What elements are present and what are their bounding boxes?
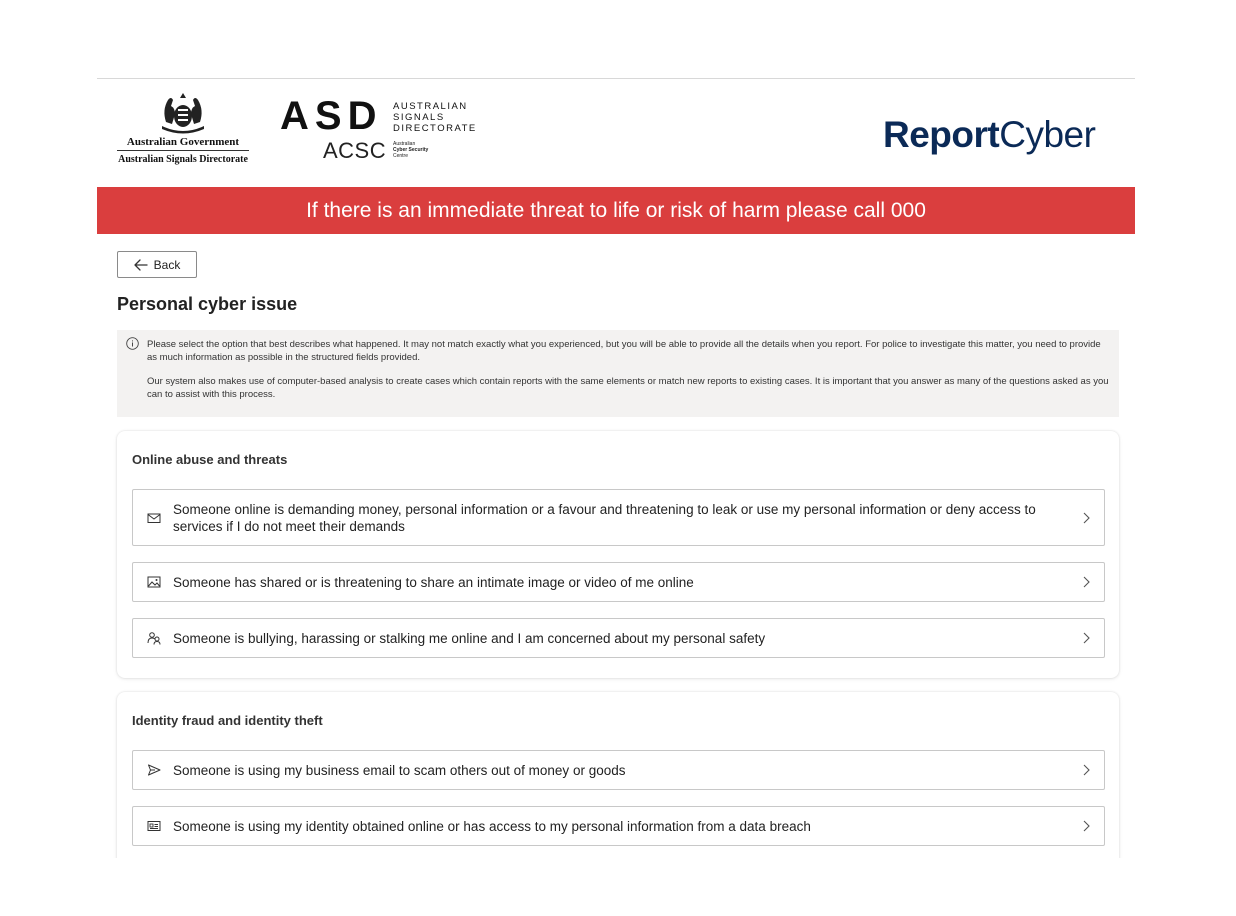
back-button[interactable] xyxy=(117,251,197,278)
chevron-right-icon xyxy=(1082,632,1090,644)
coat-of-arms-icon xyxy=(154,92,212,134)
send-icon xyxy=(147,763,161,777)
chevron-right-icon xyxy=(1082,576,1090,588)
id-card-icon xyxy=(147,819,161,833)
reportcyber-logo[interactable] xyxy=(883,114,1095,156)
chevron-right-icon xyxy=(1082,764,1090,776)
arrow-left-icon xyxy=(134,259,148,271)
reportcyber-logo-part2: Cyber xyxy=(999,114,1096,155)
back-button-label: Back xyxy=(153,257,181,272)
info-paragraph-2: Our system also makes use of computer-based analysis to create cases which contain reports with the same elements or match new reports to existing cases. It is important that you answer as many of the questions asked as you can to assist with this process. xyxy=(147,376,1109,400)
gov-logo-line1: Australian Government xyxy=(117,136,249,151)
info-message xyxy=(117,330,1119,417)
people-icon xyxy=(147,631,161,645)
acsc-wordmark: ACSC xyxy=(323,138,387,163)
option-bullying-harassment[interactable] xyxy=(132,618,1105,658)
asd-subtitle: AUSTRALIAN SIGNALS DIRECTORATE xyxy=(393,101,477,134)
emergency-alert-text: If there is an immediate threat to life or risk of harm please call 000 xyxy=(306,198,926,222)
viewport-bottom-mask xyxy=(0,858,1236,916)
section-heading: Identity fraud and identity theft xyxy=(132,713,323,728)
page-title: Personal cyber issue xyxy=(117,294,298,314)
option-label: Someone has shared or is threatening to share an intimate image or video of me online xyxy=(173,574,694,590)
chevron-right-icon xyxy=(1082,820,1090,832)
image-icon xyxy=(147,575,161,589)
reportcyber-logo-part1: Report xyxy=(883,114,1000,155)
info-paragraph-1: Please select the option that best describes what happened. It may not match exactly what you experienced, but you will be able to provide all the details when you report. For police to investigate this matter, you need to provide as much information as possible in the structured fields provided. xyxy=(147,339,1101,363)
mail-icon xyxy=(147,511,161,525)
option-identity-data-breach[interactable] xyxy=(132,806,1105,846)
australian-government-logo xyxy=(117,92,249,165)
option-label: Someone online is demanding money, personal information or a favour and threatening to leak or use my personal information or deny access to services if I do not meet their demands xyxy=(173,501,1036,534)
emergency-alert-banner xyxy=(97,187,1135,234)
asd-acsc-logo xyxy=(280,96,480,166)
option-extortion-threat[interactable] xyxy=(132,489,1105,546)
header-divider xyxy=(97,78,1135,79)
option-label: Someone is using my identity obtained online or has access to my personal information from a data breach xyxy=(173,818,811,834)
option-intimate-image[interactable] xyxy=(132,562,1105,602)
chevron-right-icon xyxy=(1082,512,1090,524)
acsc-subtitle: Australian Cyber Security Centre xyxy=(393,141,429,159)
info-icon xyxy=(126,337,139,350)
section-heading: Online abuse and threats xyxy=(132,452,288,467)
asd-wordmark: ASD xyxy=(280,94,383,138)
site-header xyxy=(97,80,1135,187)
gov-logo-line2: Australian Signals Directorate xyxy=(118,154,248,165)
section-online-abuse xyxy=(117,431,1119,678)
option-label: Someone is using my business email to scam others out of money or goods xyxy=(173,762,626,778)
option-business-email-scam[interactable] xyxy=(132,750,1105,790)
option-label: Someone is bullying, harassing or stalking me online and I am concerned about my personal safety xyxy=(173,630,766,646)
